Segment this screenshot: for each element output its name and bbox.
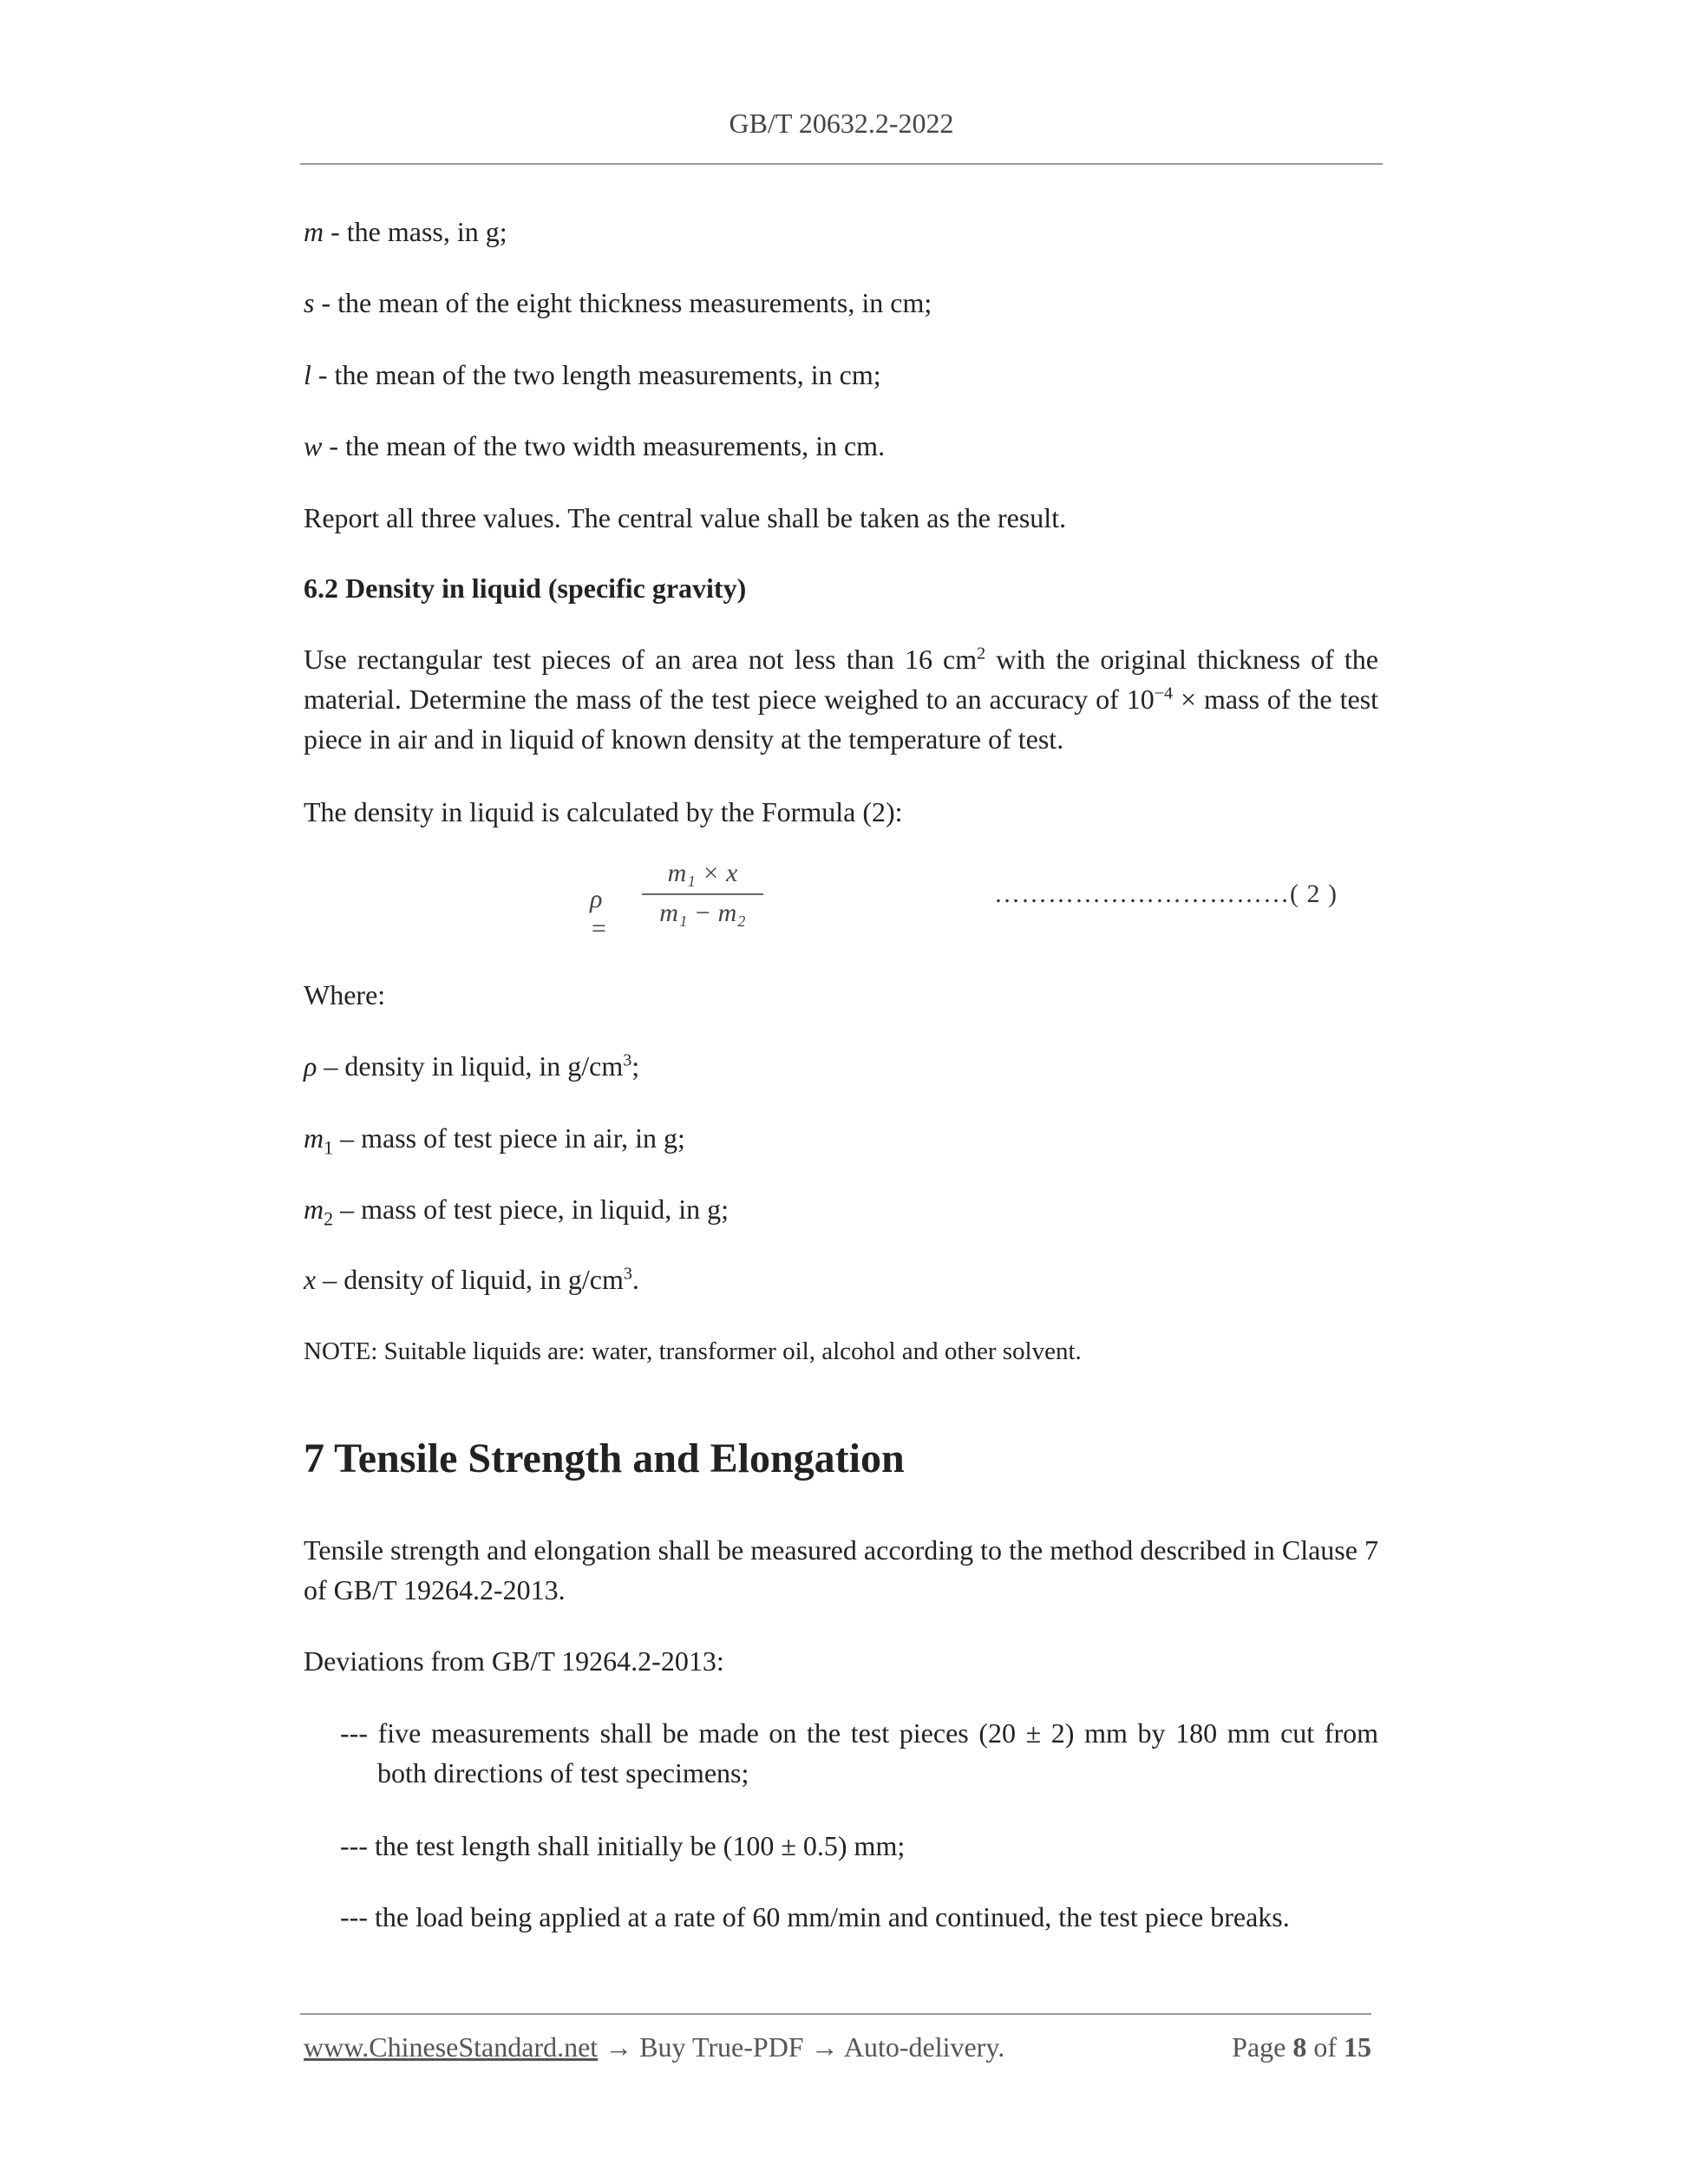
section-6-2-heading: 6.2 Density in liquid (specific gravity) [304,572,747,604]
section-6-2-paragraph: Use rectangular test pieces of an area not less than 16 $cm^2$ with the original thickness of the material. Determine the mass of the test piece weighed to an accuracy of $10^{-4}$ × mass of the test piece in air and in liquid of known density at the temperature of test. [304,644,1379,755]
definition-w: w - the mean of the two width measurements, in cm. [304,430,886,461]
equation-number: ……………………………( 2 ) [994,879,1338,908]
formula-intro: The density in liquid is calculated by the Formula (2): [304,796,903,827]
report-paragraph: Report all three values. The central value shall be taken as the result. [304,502,1067,533]
list-item: --- the load being applied at a rate of 60 mm/min and continued, the test piece breaks. [340,1901,1290,1932]
definition-l: l - the mean of the two length measurements, in cm; [304,359,881,390]
definition-x: x – density of liquid, in $g/cm^3$. [304,1264,639,1295]
header-title: GB/T 20632.2-2022 [729,108,954,139]
page-number: Page 8 of 15 [1232,2031,1371,2063]
formula-denominator: m₁ − m₂ [659,899,746,927]
definition-m2: $m_2$ – mass of test piece, in liquid, in g; [304,1193,730,1230]
definition-rho: ρ – density in liquid, in $g/cm^3$; [304,1050,640,1082]
section-7-heading: 7 Tensile Strength and Elongation [304,1435,905,1481]
list-item: --- the test length shall initially be (100 ± 0.5) mm; [340,1830,906,1861]
definition-m: m - the mass, in g; [304,216,507,247]
definition-m1: $m_1$ – mass of test piece in air, in g; [304,1122,685,1159]
formula-lhs: ρ = [590,885,608,943]
section-7-paragraph: Tensile strength and elongation shall be measured according to the method described in Clause 7 of GB/T 19264.2-2013. [304,1534,1378,1605]
deviations-intro: Deviations from GB/T 19264.2-2013: [304,1645,724,1677]
where-label: Where: [304,979,386,1010]
note: NOTE: Suitable liquids are: water, transformer oil, alcohol and other solvent. [304,1337,1082,1365]
formula-numerator: m₁ × x [642,859,763,895]
footer: www.ChineseStandard.net → Buy True-PDF → Auto-delivery. Page 8 of 15 [304,2031,1371,2063]
website-link[interactable]: www.ChineseStandard.net [304,2031,599,2063]
footer-rule [300,2013,1371,2015]
definition-s: s - the mean of the eight thickness measurements, in cm; [304,287,932,318]
list-item: --- five measurements shall be made on the test pieces (20 ± 2) mm by 180 mm cut from both directions of test specimens; [340,1717,1378,1788]
header-rule [300,163,1383,165]
